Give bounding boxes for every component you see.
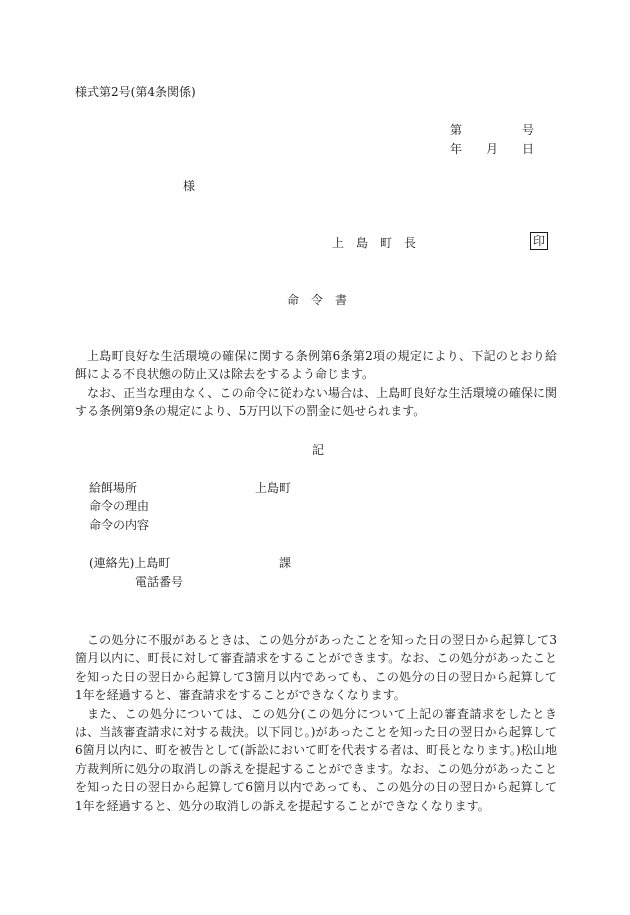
feeding-place-label: 給餌場所 (89, 481, 138, 495)
date-year: 年 (450, 142, 463, 156)
intro-paragraph-2: なお、正当な理由なく、この命令に従わない場合は、上島町良好な生活環境の確保に関する条例第9条の規定により、5万円以下の罰金に処せられます。 (75, 385, 557, 419)
contact-label: (連絡先)上島町 (89, 556, 171, 570)
notice-section (75, 631, 557, 815)
phone-label: 電話番号 (135, 575, 184, 589)
form-number: 様式第2号(第4条関係) (75, 85, 196, 99)
content-label: 命令の内容 (89, 518, 150, 532)
feeding-place-value: 上島町 (255, 481, 292, 495)
notice-paragraph-1: この処分に不服があるときは、この処分があったことを知った日の翌日から起算して3箇月以内に、町長に対して審査請求をすることができます。なお、この処分があったことを知った日の翌日から起算して3箇月以内であっても、この処分の日の翌日から起算して1年を経過すると、審査請求をすることができなくなります。 (75, 633, 557, 703)
ki-heading: 記 (312, 443, 325, 457)
number-dai: 第 (450, 123, 463, 137)
seal-mark (530, 235, 548, 247)
reason-label: 命令の理由 (89, 499, 150, 513)
intro-section (75, 347, 557, 421)
notice-paragraph-2: また、この処分については、この処分(この処分について上記の審査請求をしたときは、当該審査請求に対する裁決。以下同じ。)があったことを知った日の翌日から起算して6箇月以内に、町を被告として(訴訟において町を代表する者は、町長となります。)松山地方裁判所に処分の取消しの訴えを提起することができます。なお、この処分があったことを知った日の翌日から起算して6箇月以内であっても、この処分の日の翌日から起算して1年を経過すると、処分の取消しの訴えを提起することができなくなります。 (75, 706, 557, 813)
contact-section: 課 (279, 556, 292, 570)
document-title: 命 令 書 (287, 293, 348, 307)
seal-label: 印 (530, 232, 548, 250)
date-day: 日 (522, 142, 535, 156)
intro-paragraph-1: 上島町良好な生活環境の確保に関する条例第6条第2項の規定により、下記のとおり給餌による不良状態の防止又は除去をするよう命じます。 (75, 349, 557, 382)
issuer-title: 上 島 町 長 (332, 236, 417, 250)
addressee-sama: 様 (183, 179, 196, 193)
date-month: 月 (486, 142, 499, 156)
number-go: 号 (522, 123, 535, 137)
